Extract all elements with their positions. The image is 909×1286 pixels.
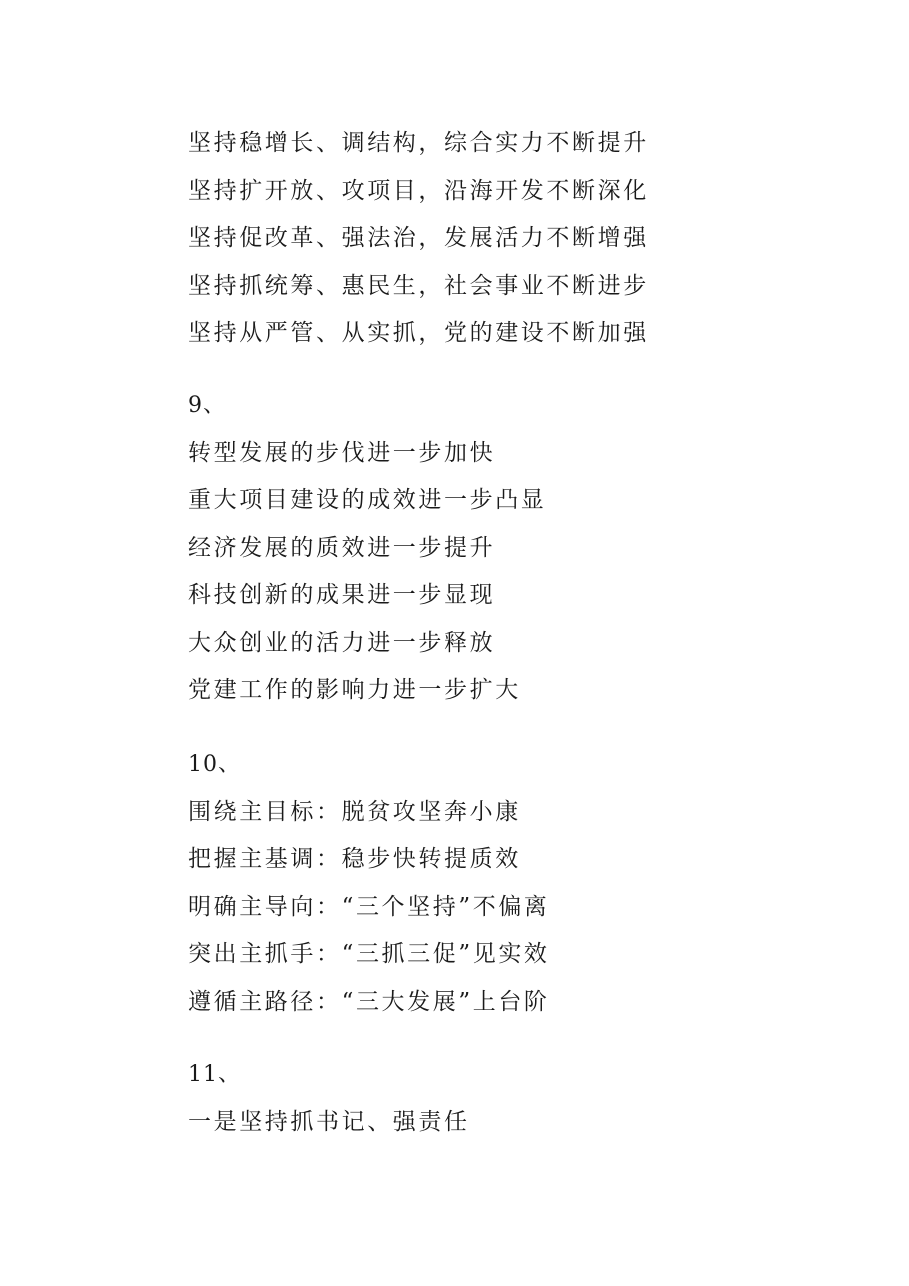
section-number: 9、 xyxy=(188,393,226,418)
list-item: 坚持从严管、从实抓，党的建设不断加强 xyxy=(188,320,649,346)
list-item: 突出主抓手：“三抓三促”见实效 xyxy=(188,941,550,967)
list-item: 大众创业的活力进一步释放 xyxy=(188,629,496,656)
section-number: 11、 xyxy=(188,1062,241,1087)
list-item: 坚持扩开放、攻项目，沿海开发不断深化 xyxy=(188,177,649,204)
list-item: 转型发展的步伐进一步加快 xyxy=(188,439,496,466)
list-item: 重大项目建设的成效进一步凸显 xyxy=(188,487,547,513)
list-item: 坚持促改革、强法治，发展活力不断增强 xyxy=(188,225,649,251)
list-item: 围绕主目标：脱贫攻坚奔小康 xyxy=(188,798,521,825)
list-item: 经济发展的质效进一步提升 xyxy=(188,534,496,561)
section-8-list xyxy=(188,120,649,358)
list-item: 党建工作的影响力进一步扩大 xyxy=(188,677,521,703)
section-9 xyxy=(188,382,546,715)
list-item: 把握主基调：稳步快转提质效 xyxy=(188,846,521,872)
section-number: 10、 xyxy=(188,752,241,777)
list-item: 坚持抓统筹、惠民生，社会事业不断进步 xyxy=(188,272,649,299)
section-10 xyxy=(188,741,550,1026)
list-item: 明确主导向：“三个坚持”不偏离 xyxy=(188,893,550,920)
list-item: 遵循主路径：“三大发展”上台阶 xyxy=(188,988,550,1015)
list-item: 坚持稳增长、调结构，综合实力不断提升 xyxy=(188,130,649,156)
list-item: 一是坚持抓书记、强责任 xyxy=(188,1108,470,1135)
section-11 xyxy=(188,1051,470,1146)
list-item: 科技创新的成果进一步显现 xyxy=(188,582,496,608)
